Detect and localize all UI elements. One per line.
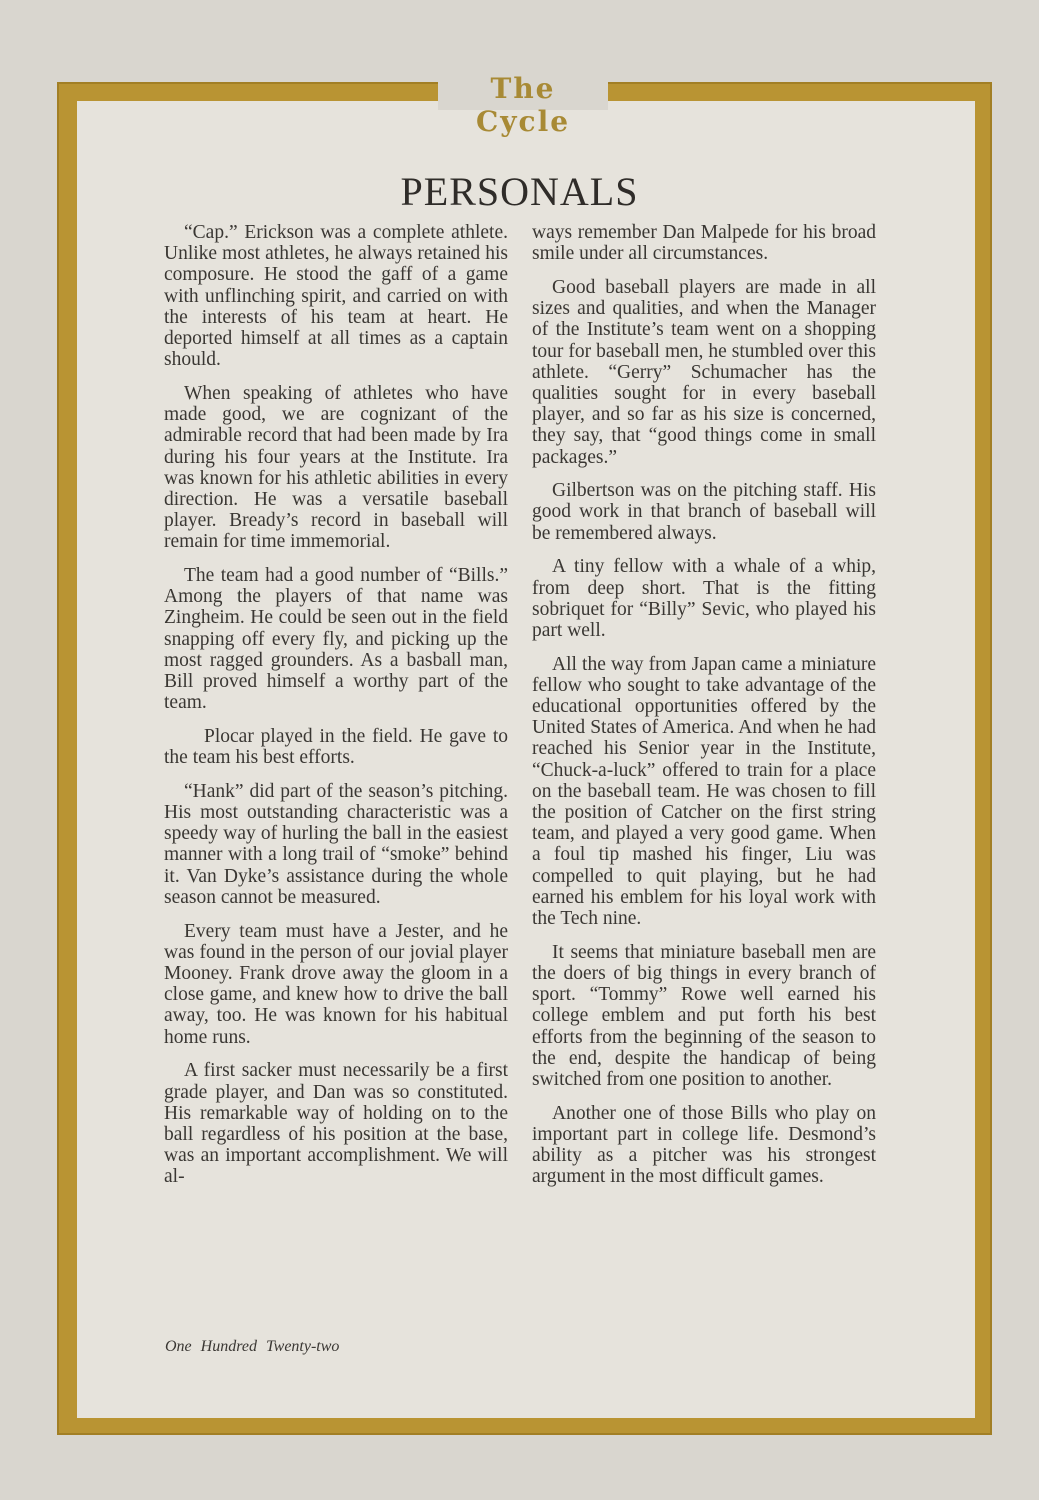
paragraph: ways remember Dan Malpede for his broad smile under all circumstances. — [532, 222, 876, 265]
page-title: PERSONALS — [400, 169, 639, 214]
page-number: One Hundred Twenty-two — [165, 1338, 340, 1355]
paragraph: When speaking of athletes who have made good, we are cognizant of the admirable record that had been made by Ira during his four years at the Institute. Ira was known for his athletic abilities in every direction. He was a versatile baseball player. Bready’s record in baseball will remain for time immemorial. — [164, 382, 508, 553]
paragraph: Plocar played in the field. He gave to the team his best efforts. — [164, 725, 508, 769]
paragraph: Gilbertson was on the pitching staff. His good work in that branch of baseball will be remembered always. — [532, 480, 876, 544]
paragraph: Another one of those Bills who play on important part in college life. Desmond’s ability as a pitcher was his strongest argument in the most difficult games. — [532, 1102, 876, 1188]
paragraph: The team had a good number of “Bills.” Among the players of that name was Zingheim. He could be seen out in the field snapping off every fly, and picking up the most ragged grounders. As a basball man, Bill proved himself a worthy part of the team. — [164, 565, 508, 714]
paragraph: A tiny fellow with a whale of a whip, from deep short. That is the fitting sobriquet for “Billy” Sevic, who played his part well. — [532, 556, 876, 641]
left-column — [164, 222, 508, 1200]
paragraph: Good baseball players are made in all sizes and qualities, and when the Manager of the Institute’s team went on a shopping tour for baseball men, he stumbled over this athlete. “Gerry” Schumacher has the qualities sought for in every baseball player, and so far as his size is concerned, they say, that “good things come in small packages.” — [532, 276, 876, 468]
paragraph: A first sacker must necessarily be a first grade player, and Dan was so constituted. His remarkable way of holding on to the ball regardless of his position at the base, was an important accomplishment. We will al- — [164, 1060, 508, 1188]
paragraph: Every team must have a Jester, and he was found in the person of our jovial player Mooney. Frank drove away the gloom in a close game, and knew how to drive the ball away, too. He was known for his habitual home runs. — [164, 920, 508, 1048]
right-column — [532, 222, 876, 1200]
paragraph: “Cap.” Erickson was a complete athlete. Unlike most athletes, he always retained his composure. He stood the gaff of a game with unflinching spirit, and carried on with the interests of his team at heart. He deported himself at all times as a captain should. — [164, 222, 508, 371]
running-header: The Cycle — [475, 72, 571, 138]
paragraph: “Hank” did part of the season’s pitching. His most outstanding characteristic was a speedy way of hurling the ball in the easiest manner with a long trail of “smoke” behind it. Van Dyke’s assistance during the whole season cannot be measured. — [164, 780, 508, 908]
paragraph: All the way from Japan came a miniature fellow who sought to take advantage of the educational opportunities offered by the United States of America. And when he had reached his Senior year in the Institute, “Chuck-a-luck” offered to train for a place on the baseball team. He was chosen to fill the position of Catcher on the first string team, and played a very good game. When a foul tip mashed his finger, Liu was compelled to quit playing, but he had earned his emblem for his loyal work with the Tech nine. — [532, 653, 876, 930]
paragraph: It seems that miniature baseball men are the doers of big things in every branch of sport. “Tommy” Rowe well earned his college emblem and put forth his best efforts from the beginning of the season to the end, despite the handicap of being switched from one position to another. — [532, 941, 876, 1091]
